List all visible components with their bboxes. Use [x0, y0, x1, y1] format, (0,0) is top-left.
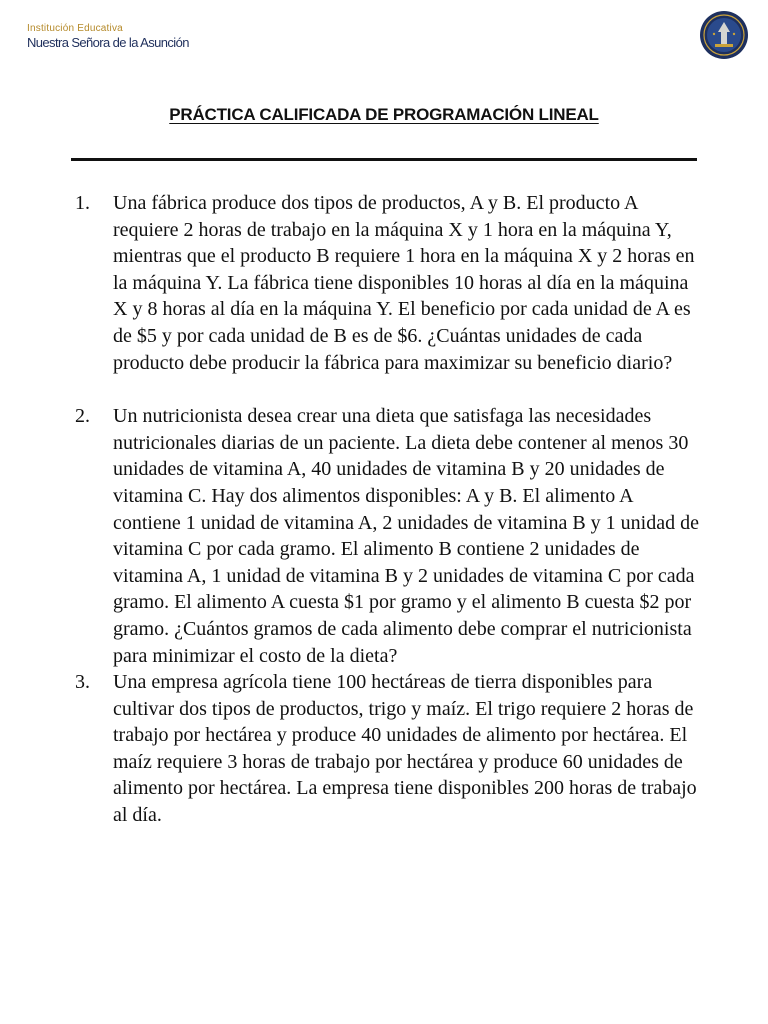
- problem-number: 1.: [75, 192, 90, 214]
- problem-text: Un nutricionista desea crear una dieta que satisfaga las necesidades nutricionales diarias de un paciente. La dieta debe contener al menos 30 unidades de vitamina A, 40 unidades de vitamina B y 20 unidades de vitamina C. Hay dos alimentos disponibles: A y B. El alimento A contiene 1 unidad de vitamina A, 2 unidades de vitamina B y 1 unidad de vitamina C por cada gramo. El alimento B contiene 2 unidades de vitamina A, 1 unidad de vitamina B y 2 unidades de vitamina C por cada gramo. El alimento A cuesta $1 por gramo y el alimento B cuesta $2 por gramo. ¿Cuántos gramos de cada alimento debe comprar el nutricionista para minimizar el costo de la dieta?: [113, 405, 699, 667]
- institution-name-line1: Institución Educativa: [27, 23, 123, 34]
- seal-base: [715, 44, 733, 47]
- problem-list: [75, 190, 705, 829]
- problem-number: 2.: [75, 405, 90, 428]
- institution-logo-text: [27, 23, 247, 50]
- page-header: [0, 0, 768, 70]
- problem-item: [75, 190, 705, 376]
- problem-text: Una fábrica produce dos tipos de productos, A y B. El producto A requiere 2 horas de trabajo en la máquina X y 1 hora en la máquina Y, mientras que el producto B requiere 1 hora en la máquina X y 2 horas en la máquina Y. La fábrica tiene disponibles 10 horas al día en la máquina X y 8 horas al día en la máquina Y. El beneficio por cada unidad de A es de $5 y por cada unidad de B es de $6. ¿Cuántas unidades de cada producto debe producir la fábrica para maximizar su beneficio diario?: [113, 192, 695, 374]
- document-title: PRÁCTICA CALIFICADA DE PROGRAMACIÓN LINEAL: [169, 105, 599, 124]
- title-divider: [71, 158, 697, 161]
- seal-star-left: [713, 33, 715, 35]
- seal-star-right: [733, 33, 735, 35]
- school-seal-icon: [699, 10, 749, 60]
- institution-name-line2: Nuestra Señora de la Asunción: [27, 35, 189, 50]
- problem-item: [75, 403, 705, 669]
- problem-number: 3.: [75, 671, 90, 694]
- problem-item: [75, 669, 705, 829]
- problem-text: Una empresa agrícola tiene 100 hectáreas de tierra disponibles para cultivar dos tipos de productos, trigo y maíz. El trigo requiere 2 horas de trabajo por hectárea y produce 40 unidades de alimento por hectárea. El maíz requiere 3 horas de trabajo por hectárea y produce 60 unidades de alimento por hectárea. La empresa tiene disponibles 200 horas de trabajo al día.: [113, 671, 697, 827]
